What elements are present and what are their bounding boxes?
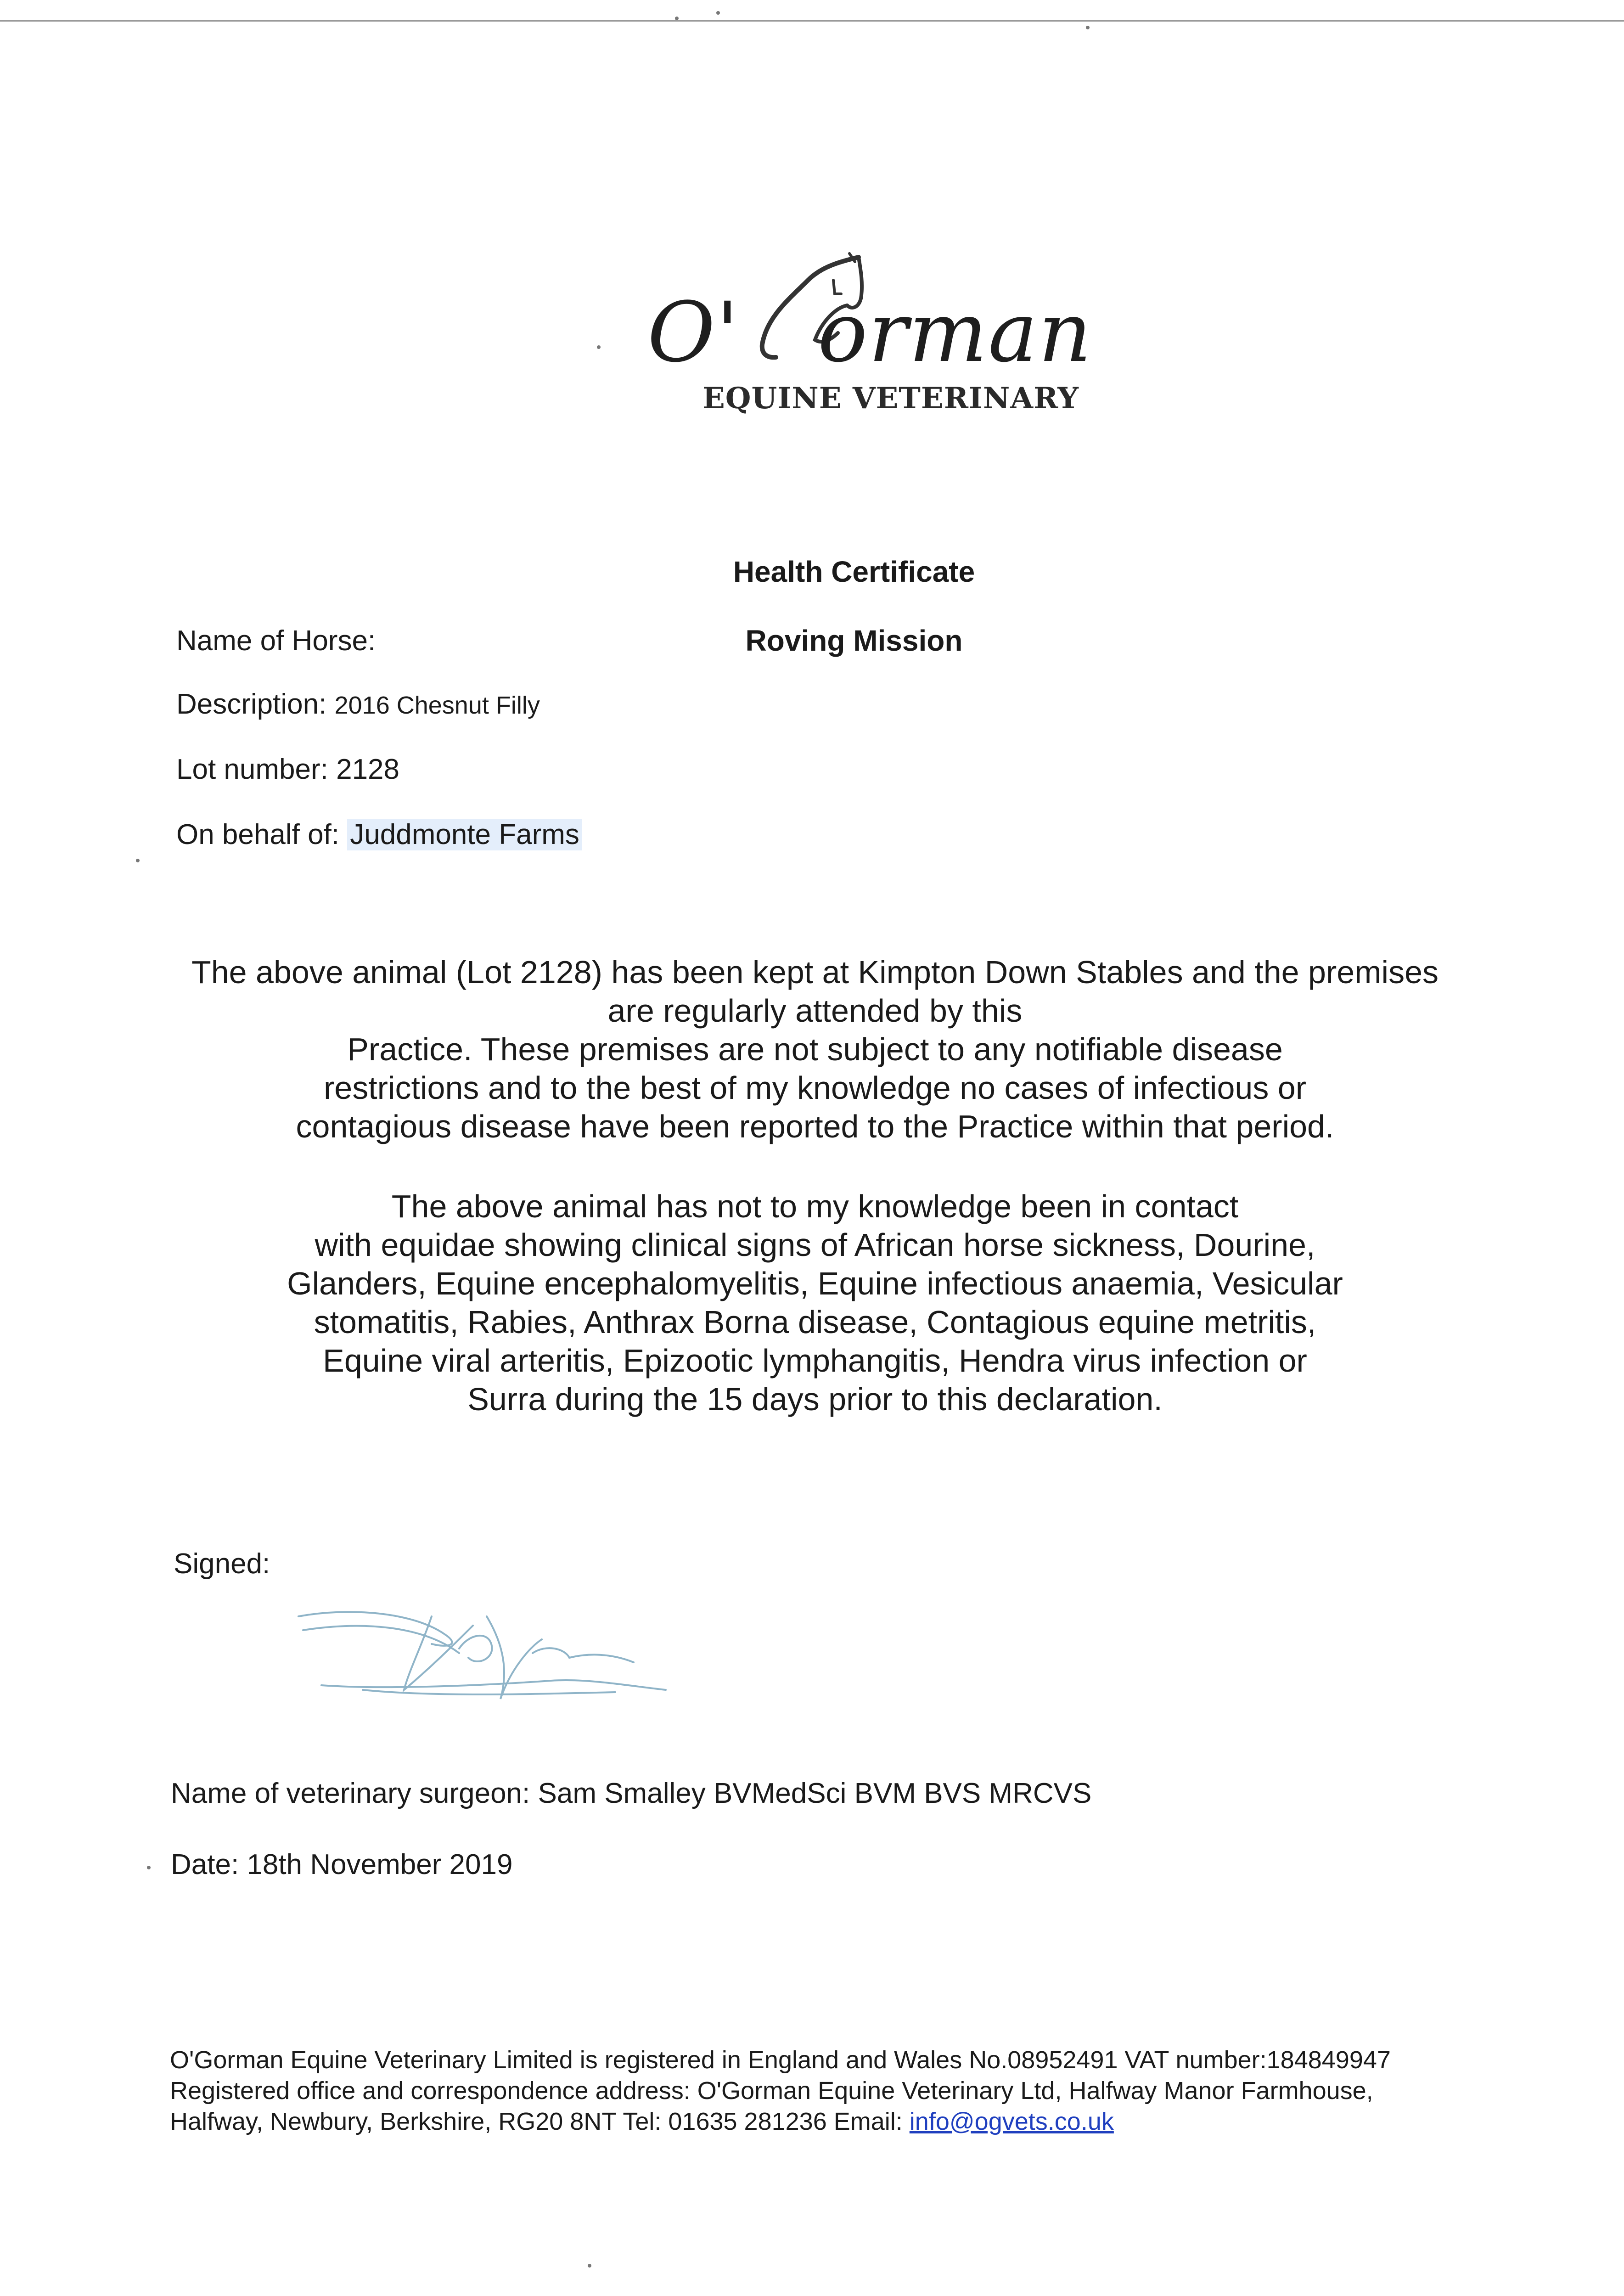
lot-number-value: 2128: [336, 754, 400, 785]
disease-declaration: [138, 1187, 1492, 1418]
on-behalf-field: [176, 818, 582, 851]
scan-speck: [147, 1866, 151, 1869]
horse-name-value: Roving Mission: [745, 624, 963, 657]
footer-contact-text: Halfway, Newbury, Berkshire, RG20 8NT Tel: 01635 281236 Email:: [170, 2108, 903, 2135]
date-label: Date:: [171, 1849, 239, 1880]
footer-contact: [170, 2107, 1114, 2136]
premises-statement: [138, 953, 1492, 1146]
paragraph-line: Glanders, Equine encephalomyelitis, Equine infectious anaemia, Vesicular: [287, 1266, 1343, 1301]
scan-top-rule: [0, 20, 1624, 22]
date-field: [171, 1848, 512, 1881]
handwritten-signature: [294, 1598, 670, 1717]
paragraph-line: contagious disease have been reported to the Practice within that period.: [296, 1109, 1334, 1144]
on-behalf-label: On behalf of:: [176, 819, 340, 850]
horse-name-label: Name of Horse:: [176, 625, 376, 657]
footer-address: Registered office and correspondence address: O'Gorman Equine Veterinary Ltd, Halfway Manor Farmhouse,: [170, 2077, 1373, 2105]
certificate-title: Health Certificate: [733, 555, 975, 588]
scan-speck: [1086, 26, 1090, 29]
lot-number-label: Lot number:: [176, 754, 328, 785]
paragraph-line: stomatitis, Rabies, Anthrax Borna disease, Contagious equine metritis,: [314, 1304, 1316, 1340]
scan-speck: [588, 2264, 591, 2268]
vet-value: Sam Smalley BVMedSci BVM BVS MRCVS: [538, 1778, 1092, 1809]
logo-suffix: orman: [818, 285, 1093, 381]
scan-speck: [136, 859, 140, 862]
paragraph-line: Surra during the 15 days prior to this declaration.: [467, 1381, 1163, 1417]
paragraph-line: with equidae showing clinical signs of African horse sickness, Dourine,: [315, 1227, 1315, 1263]
signed-label: Signed:: [174, 1548, 270, 1580]
footer-registration: O'Gorman Equine Veterinary Limited is registered in England and Wales No.08952491 VAT number:184849947: [170, 2046, 1391, 2074]
description-value: 2016 Chesnut Filly: [334, 692, 540, 719]
description-label: Description:: [176, 688, 327, 720]
scan-speck: [597, 345, 601, 349]
paragraph-line: The above animal (Lot 2128) has been kept at Kimpton Down Stables and the premises: [191, 954, 1439, 990]
logo-subtitle: EQUINE VETERINARY: [702, 381, 1079, 416]
on-behalf-value: Juddmonte Farms: [347, 819, 582, 850]
date-value: 18th November 2019: [247, 1849, 513, 1880]
paragraph-line: restrictions and to the best of my knowledge no cases of infectious or: [323, 1070, 1307, 1106]
logo-prefix: O': [647, 285, 740, 381]
paragraph-line: Equine viral arteritis, Epizootic lymphangitis, Hendra virus infection or: [323, 1343, 1307, 1379]
vet-label: Name of veterinary surgeon:: [171, 1778, 530, 1809]
lot-number-field: [176, 753, 399, 786]
paragraph-line: The above animal has not to my knowledge been in contact: [391, 1188, 1239, 1224]
company-logo: [597, 239, 1102, 432]
scan-speck: [675, 17, 679, 20]
paragraph-line: are regularly attended by this: [607, 993, 1023, 1029]
scan-speck: [716, 11, 720, 15]
paragraph-line: Practice. These premises are not subject to any notifiable disease: [347, 1031, 1283, 1067]
vet-field: [171, 1777, 1091, 1810]
description-field: [176, 688, 540, 720]
email-link[interactable]: info@ogvets.co.uk: [909, 2108, 1114, 2135]
logo-wordmark: [647, 285, 1107, 381]
